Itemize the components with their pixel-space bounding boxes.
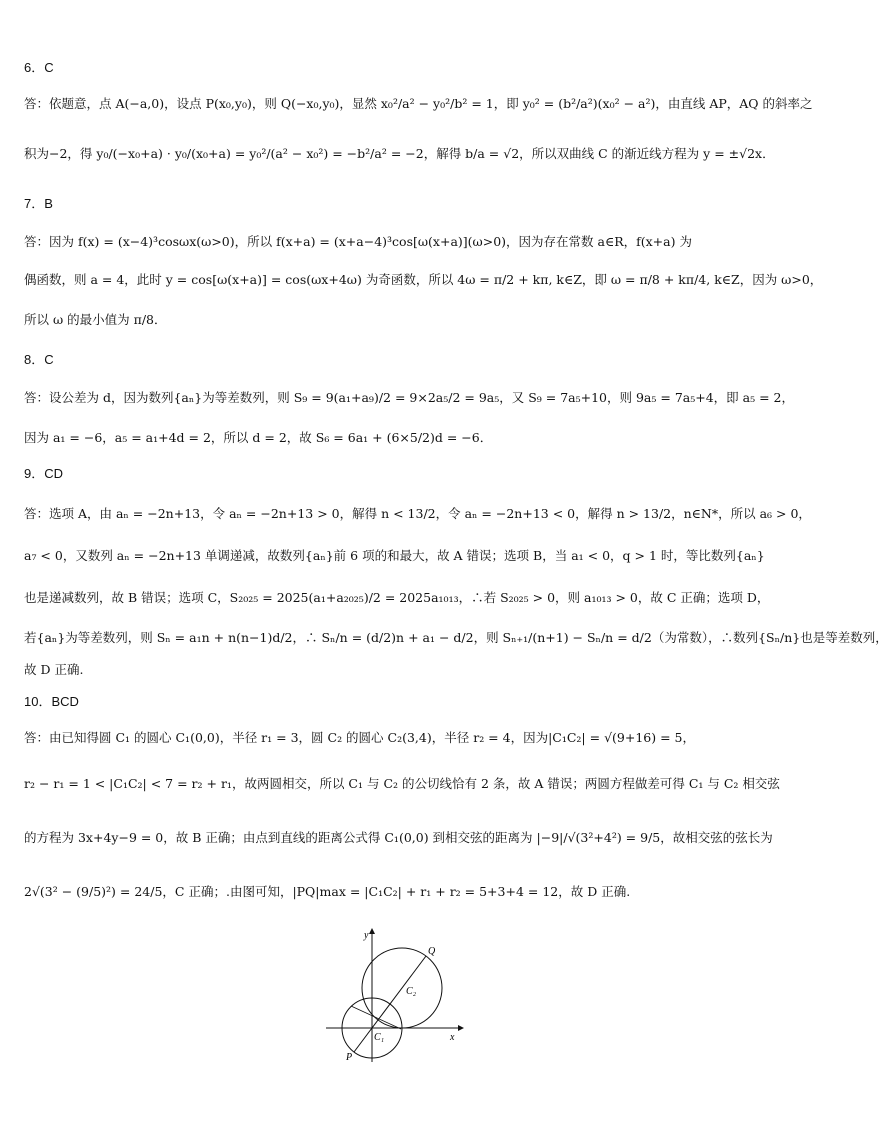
answer-line: 积为−2，得 y₀/(−x₀+a) · y₀/(x₀+a) = y₀²/(a² − x₀²) = −b²/a² = −2，解得 b/a = √2，所以双曲线 C 的渐近线方程为 y = ±√2x． [24, 146, 775, 161]
point-p-label: P [346, 1052, 353, 1063]
question-7-number: 7．B [24, 196, 53, 211]
answer-line: 故 D 正确. [24, 662, 84, 677]
question-7-answer [24, 234, 772, 250]
question-9-answer-cont [24, 548, 772, 564]
question-9-answer-cont4 [24, 662, 772, 678]
question-10-answer-cont [24, 776, 780, 792]
answer-line: 若{aₙ}为等差数列，则 Sₙ = a₁n + n(n−1)d/2，∴ Sₙ/n = (d/2)n + a₁ − d/2，则 Sₙ₊₁/(n+1) − Sₙ/n = d/2（为常数），∴数列{Sₙ/n}也是等差数列， [24, 630, 888, 645]
question-9-number: 9．CD [24, 466, 64, 481]
question-6-answer-cont [24, 146, 775, 162]
point-c2-label: C₂ [406, 986, 417, 997]
answer-line: 因为 a₁ = −6，a₅ = a₁+4d = 2，所以 d = 2，故 S₆ = 6a₁ + (6×5/2)d = −6． [24, 430, 493, 445]
question-7-answer-cont [24, 272, 823, 288]
x-axis-arrow [458, 1025, 464, 1031]
answer-line: 答：依题意，点 A(−a,0)，设点 P(x₀,y₀)，则 Q(−x₀,y₀)，显然 x₀²/a² − y₀²/b² = 1，即 y₀² = (b²/a²)(x₀² − a²)，由直线 AP，AQ 的斜率之 [24, 96, 813, 111]
x-axis-label: x [450, 1032, 455, 1043]
answer-line: 答：因为 f(x) = (x−4)³cosωx(ω>0)，所以 f(x+a) = (x+a−4)³cos[ω(x+a)](ω>0)，因为存在常数 a∈R，f(x+a) 为 [24, 234, 692, 249]
question-9-answer [24, 506, 811, 522]
answer-line: 答：设公差为 d，因为数列{aₙ}为等差数列，则 S₉ = 9(a₁+a₉)/2 = 9×2a₅/2 = 9a₅，又 S₉ = 7a₅+10，则 9a₅ = 7a₅+4，即 a₅ = 2， [24, 390, 794, 405]
question-6-number: 6．C [24, 60, 54, 75]
question-10-number: 10．BCD [24, 694, 79, 709]
question-6-answer [24, 96, 813, 112]
answer-line: 2√(3² − (9/5)²) = 24/5，C 正确；.由图可知，|PQ|max = |C₁C₂| + r₁ + r₂ = 5+3+4 = 12，故 D 正确. [24, 884, 631, 899]
question-7-answer-cont2 [24, 312, 772, 328]
question-8-answer [24, 390, 794, 406]
answer-line: 答：由已知得圆 C₁ 的圆心 C₁(0,0)，半径 r₁ = 3，圆 C₂ 的圆心 C₂(3,4)，半径 r₂ = 4，因为|C₁C₂| = √(9+16) = 5， [24, 730, 695, 745]
question-10-answer-cont2 [24, 830, 772, 846]
answer-line: 所以 ω 的最小值为 π/8． [24, 312, 167, 327]
question-10-answer [24, 730, 772, 746]
answer-line: 偶函数，则 a = 4，此时 y = cos[ω(x+a)] = cos(ωx+4ω) 为奇函数，所以 4ω = π/2 + kπ, k∈Z，即 ω = π/8 + kπ/4, k∈Z，因为 ω>0， [24, 272, 823, 287]
question-9-answer-cont3 [24, 630, 888, 646]
question-8-number: 8．C [24, 352, 54, 367]
point-c1-label: C₁ [374, 1032, 385, 1043]
answer-line: 答：选项 A，由 aₙ = −2n+13，令 aₙ = −2n+13 > 0，解得 n < 13/2，令 aₙ = −2n+13 < 0，解得 n > 13/2，n∈N*，所以 a₆ > 0， [24, 506, 811, 521]
answer-line: 也是递减数列，故 B 错误；选项 C，S₂₀₂₅ = 2025(a₁+a₂₀₂₅)/2 = 2025a₁₀₁₃，∴若 S₂₀₂₅ > 0，则 a₁₀₁₃ > 0，故 C 正确；选项 D， [24, 590, 770, 605]
question-10-answer-cont3 [24, 884, 772, 900]
point-q-label: Q [428, 946, 436, 957]
answer-line: a₇ < 0，又数列 aₙ = −2n+13 单调递减，故数列{aₙ}前 6 项的和最大，故 A 错误；选项 B，当 a₁ < 0，q > 1 时，等比数列{aₙ} [24, 548, 765, 563]
question-8-answer-cont [24, 430, 772, 446]
answer-line: 的方程为 3x+4y−9 = 0，故 B 正确；由点到直线的距离公式得 C₁(0,0) 到相交弦的距离为 |−9|/√(3²+4²) = 9/5，故相交弦的弦长为 [24, 830, 773, 845]
y-axis-arrow [369, 928, 375, 934]
question-9-answer-cont2 [24, 590, 772, 606]
y-axis-label: y [364, 930, 369, 941]
common-chord [351, 1006, 401, 1029]
answer-line: r₂ − r₁ = 1 < |C₁C₂| < 7 = r₂ + r₁，故两圆相交，所以 C₁ 与 C₂ 的公切线恰有 2 条，故 A 错误；两圆方程做差可得 C₁ 与 C₂ 相交弦 [24, 776, 780, 791]
circles-figure [322, 922, 468, 1064]
